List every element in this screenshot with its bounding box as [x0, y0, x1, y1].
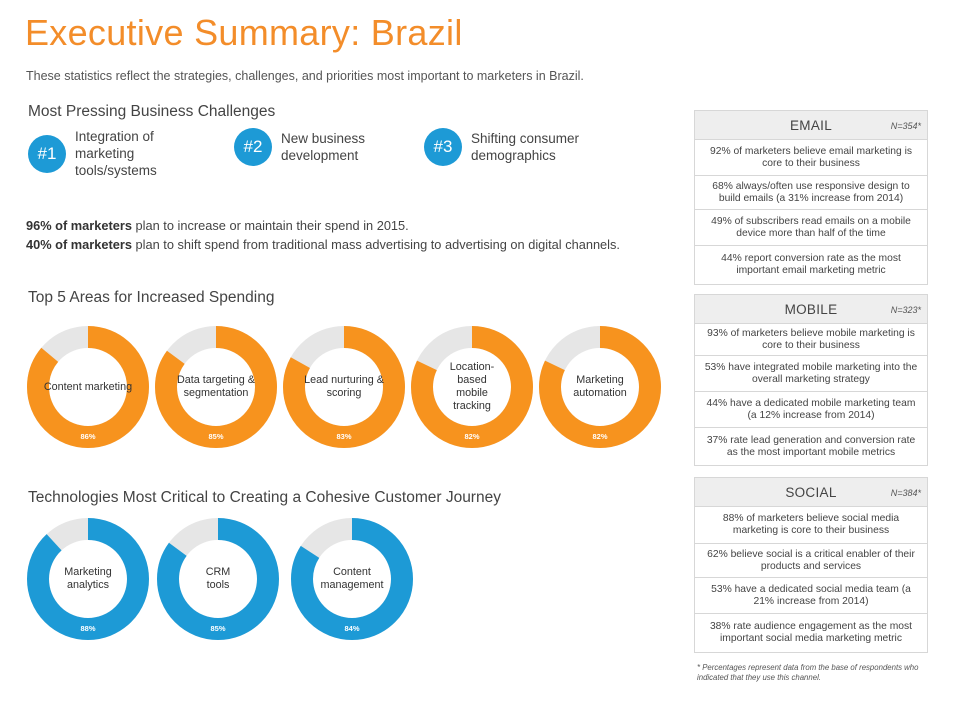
donut-label: Lead nurturing & scoring	[304, 374, 384, 399]
donut-percent: 88%	[80, 624, 96, 633]
stat-text: plan to shift spend from traditional mass advertising to advertising on digital channels.	[132, 237, 620, 252]
panel-row: 44% have a dedicated mobile marketing team (a 12% increase from 2014)	[695, 392, 927, 428]
challenge-rank-badge: #1	[28, 135, 66, 173]
panel-row: 44% report conversion rate as the most important email marketing metric	[721, 253, 901, 276]
panel-sample-size: N=354*	[890, 121, 921, 131]
challenge-label: New business development	[281, 131, 366, 163]
spending-donut-lead-nurturing	[282, 325, 406, 449]
social-panel	[694, 477, 928, 653]
donut-percent: 84%	[344, 624, 360, 633]
page-subtitle: These statistics reflect the strategies, challenges, and priorities most important to marketers in Brazil.	[26, 69, 584, 83]
panel-title: EMAIL	[789, 118, 832, 133]
spending-donut-location-tracking	[410, 325, 534, 449]
panel-row: 37% rate lead generation and conversion rate as the most important mobile metrics	[706, 434, 916, 458]
stat-text: plan to increase or maintain their spend in 2015.	[132, 218, 409, 233]
panel-row: 49% of subscribers read emails on a mobile device more than half of the time	[695, 210, 927, 246]
email-panel-header	[695, 111, 927, 140]
mobile-panel-header	[695, 295, 927, 324]
challenge-3	[424, 128, 611, 166]
panel-row: 93% of marketers believe mobile marketing is core to their business	[695, 324, 927, 356]
donut-label: Marketing automation	[573, 374, 627, 399]
donut-percent: 86%	[80, 432, 96, 441]
donut-percent: 85%	[210, 624, 226, 633]
spending-heading: Top 5 Areas for Increased Spending	[28, 289, 275, 306]
panel-row: 53% have integrated mobile marketing into the overall marketing strategy	[695, 356, 927, 392]
social-panel-header	[695, 478, 927, 507]
challenges-heading: Most Pressing Business Challenges	[28, 103, 276, 120]
tech-donut-marketing-analytics	[26, 517, 150, 641]
panel-row: 62% believe social is a critical enabler of their products and services	[695, 544, 927, 578]
panel-row: 88% of marketers believe social media marketing is core to their business	[695, 507, 927, 544]
panel-row: 53% have a dedicated social media team (a 21% increase from 2014)	[695, 578, 927, 614]
spending-donut-data-targeting	[154, 325, 278, 449]
donut-label: Data targeting & segmentation	[176, 374, 256, 399]
technologies-heading: Technologies Most Critical to Creating a Cohesive Customer Journey	[28, 489, 501, 506]
donut-label: CRM tools	[205, 566, 231, 591]
panel-sample-size: N=384*	[890, 488, 921, 498]
stat-line-2	[26, 237, 620, 252]
stat-line-1	[26, 218, 409, 233]
tech-donut-crm-tools	[156, 517, 280, 641]
page-title: Executive Summary: Brazil	[25, 12, 463, 53]
tech-donut-content-management	[290, 517, 414, 641]
panel-sample-size: N=323*	[890, 305, 921, 315]
challenge-label: Shifting consumer demographics	[471, 131, 580, 163]
donut-label: Content management	[320, 566, 384, 591]
email-panel	[694, 110, 928, 285]
donut-label: Location-based mobile tracking	[449, 361, 495, 412]
challenge-rank-badge: #2	[234, 128, 272, 166]
mobile-panel	[694, 294, 928, 466]
donut-percent: 85%	[208, 432, 224, 441]
challenge-rank-badge: #3	[424, 128, 462, 166]
challenge-label: Integration of marketing tools/systems	[75, 129, 157, 178]
donut-percent: 82%	[592, 432, 608, 441]
panel-row: 92% of marketers believe email marketing is core to their business	[695, 140, 927, 176]
stat-bold: 40% of marketers	[26, 237, 132, 252]
donut-percent: 83%	[336, 432, 352, 441]
panel-row: 38% rate audience engagement as the most important social media marketing metric	[709, 621, 913, 644]
stat-bold: 96% of marketers	[26, 218, 132, 233]
donut-label: Marketing analytics	[64, 566, 112, 591]
panel-row: 68% always/often use responsive design to build emails (a 31% increase from 2014)	[695, 176, 927, 210]
footnote: * Percentages represent data from the base of respondents who indicated that they use this channel.	[697, 663, 919, 682]
panel-title: SOCIAL	[785, 485, 837, 500]
donut-percent: 82%	[464, 432, 480, 441]
donut-label: Content marketing	[43, 380, 133, 393]
panel-title: MOBILE	[784, 302, 838, 317]
spending-donut-content-marketing	[26, 325, 150, 449]
challenge-1	[28, 128, 185, 179]
challenge-2	[234, 128, 391, 166]
spending-donut-marketing-automation	[538, 325, 662, 449]
